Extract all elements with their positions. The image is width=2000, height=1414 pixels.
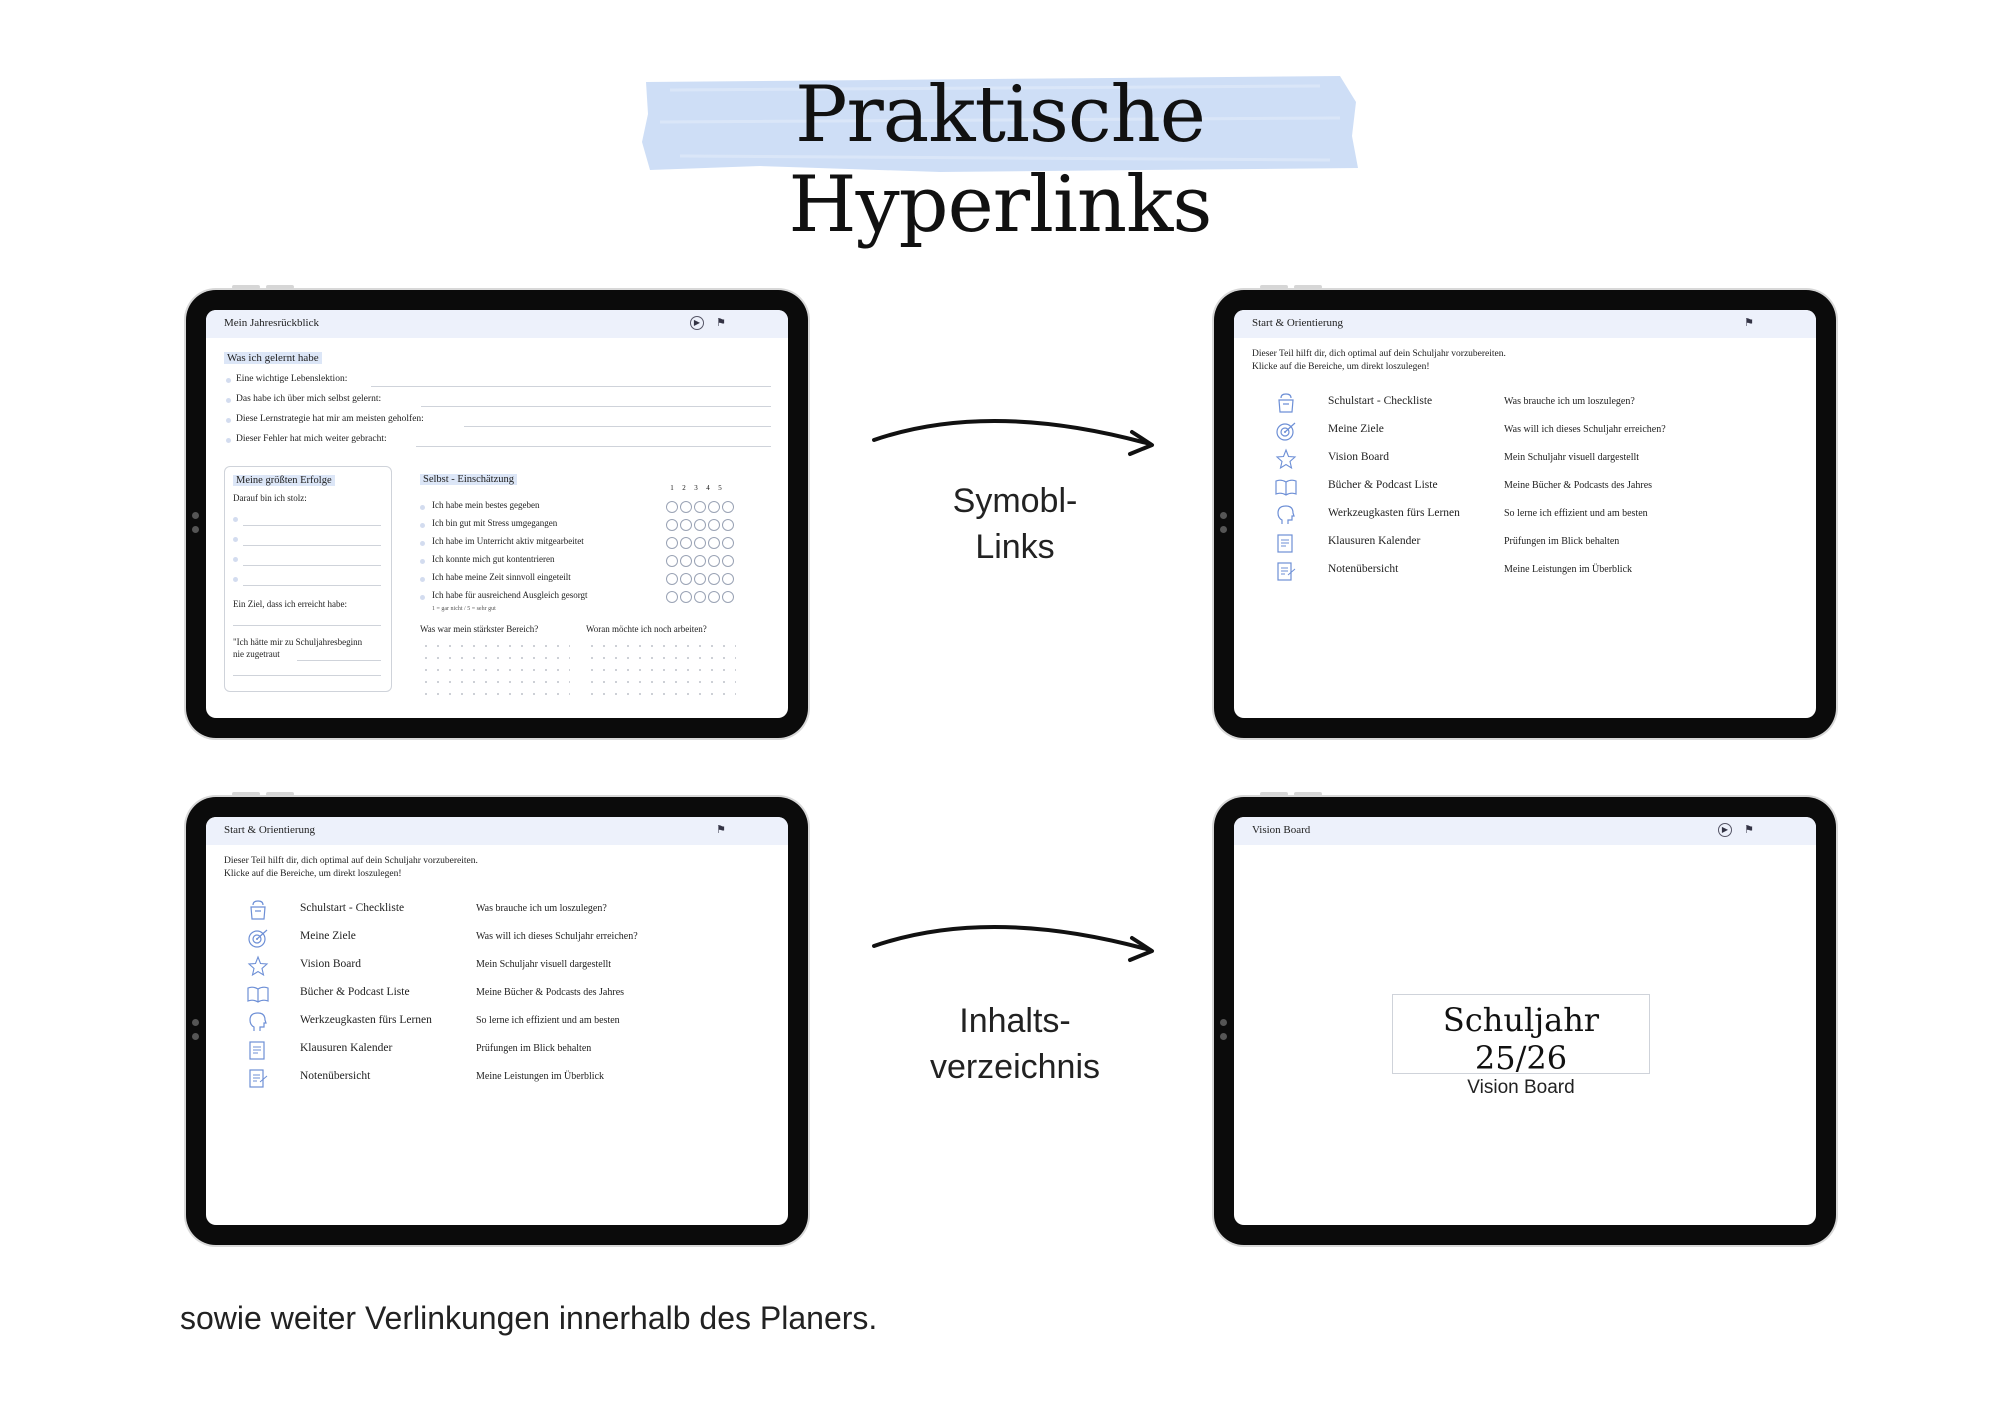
link-noten[interactable]: Notenübersicht Meine Leistungen im Überblick (1274, 558, 1794, 586)
head-icon (1274, 504, 1298, 526)
tablet-button (1294, 285, 1322, 289)
intro-line2: Klicke auf die Bereiche, um direkt loszulegen! (224, 869, 402, 879)
bullet (420, 505, 425, 510)
self-item: Ich habe im Unterricht aktiv mitgearbeitet (432, 536, 584, 546)
symbol-links-label: Symobl- Links (952, 482, 1078, 566)
bullet (226, 418, 231, 423)
tablet-screen (1234, 817, 1816, 1225)
backpack-icon (246, 899, 270, 921)
header-bar (206, 310, 788, 338)
tablet-start-bottom (186, 797, 808, 1245)
head-icon (246, 1011, 270, 1033)
star-icon (1274, 448, 1298, 470)
header-bar (206, 817, 788, 845)
bullet (420, 523, 425, 528)
arrow-right-icon (870, 916, 1160, 986)
input-line[interactable] (243, 565, 381, 566)
camera-dot (1220, 1019, 1227, 1026)
learned-item: Diese Lernstrategie hat mir am meisten geholfen: (236, 414, 424, 424)
vision-card[interactable] (1392, 994, 1650, 1098)
flag-icon[interactable]: ⚑ (1744, 824, 1754, 836)
self-item: Ich habe mein bestes gegeben (432, 500, 540, 510)
tablet-screen (206, 310, 788, 718)
header-bar (1234, 310, 1816, 338)
goal-label: Ein Ziel, dass ich erreicht habe: (233, 599, 347, 609)
proud-label: Darauf bin ich stolz: (233, 493, 307, 503)
input-line[interactable] (233, 625, 381, 626)
camera-dot (192, 1019, 199, 1026)
input-line[interactable] (371, 386, 771, 387)
tablet-button (1260, 285, 1288, 289)
bullet (420, 541, 425, 546)
rating-circles[interactable] (666, 554, 736, 572)
quote-line2: nie zugetraut (233, 649, 280, 659)
intro-text (1252, 348, 1506, 374)
rating-circles[interactable] (666, 500, 736, 518)
link-vision-board[interactable]: Vision Board Mein Schuljahr visuell dargestellt (246, 953, 766, 981)
success-box (224, 466, 392, 692)
intro-line1: Dieser Teil hilft dir, dich optimal auf dein Schuljahr vorzubereiten. (1252, 349, 1506, 359)
header-title: Start & Orientierung (1252, 317, 1344, 329)
bullet (420, 559, 425, 564)
target-icon (1274, 420, 1298, 442)
tablet-vision (1214, 797, 1836, 1245)
play-icon[interactable]: ▶ (690, 316, 704, 330)
input-line[interactable] (416, 446, 771, 447)
rating-circles[interactable] (666, 572, 736, 590)
intro-line1: Dieser Teil hilft dir, dich optimal auf dein Schuljahr vorzubereiten. (224, 856, 478, 866)
calendar-icon (246, 1039, 270, 1061)
link-werkzeugkasten[interactable]: Werkzeugkasten fürs Lernen So lerne ich effizient und am besten (1274, 502, 1794, 530)
flag-icon[interactable]: ⚑ (716, 824, 726, 836)
bullet (226, 398, 231, 403)
link-vision-board[interactable]: Vision Board Mein Schuljahr visuell dargestellt (1274, 446, 1794, 474)
learned-item: Das habe ich über mich selbst gelernt: (236, 394, 382, 404)
flag-icon[interactable]: ⚑ (1744, 317, 1754, 329)
input-line[interactable] (464, 426, 771, 427)
scale-note: 1 = gar nicht / 5 = sehr gut (432, 606, 496, 612)
tablet-button (1260, 792, 1288, 796)
camera-dot (192, 526, 199, 533)
calendar-icon (1274, 532, 1298, 554)
header-title: Start & Orientierung (224, 824, 316, 836)
self-item: Ich bin gut mit Stress umgegangen (432, 518, 558, 528)
link-klausuren[interactable]: Klausuren Kalender Prüfungen im Blick behalten (246, 1037, 766, 1065)
intro-line2: Klicke auf die Bereiche, um direkt loszulegen! (1252, 362, 1430, 372)
bullet (226, 438, 231, 443)
link-buecher[interactable]: Bücher & Podcast Liste Meine Bücher & Podcasts des Jahres (246, 981, 766, 1009)
camera-dot (1220, 526, 1227, 533)
tablet-button (1294, 792, 1322, 796)
link-noten[interactable]: Notenübersicht Meine Leistungen im Überblick (246, 1065, 766, 1093)
learned-item: Dieser Fehler hat mich weiter gebracht: (236, 434, 387, 444)
bullet (233, 577, 238, 582)
strongest-label: Was war mein stärkster Bereich? (420, 624, 539, 634)
book-icon (246, 983, 270, 1005)
rating-circles[interactable] (666, 536, 736, 554)
input-line[interactable] (233, 675, 381, 676)
header-bar (1234, 817, 1816, 845)
vision-card-subtitle: Vision Board (1467, 1077, 1575, 1098)
input-line[interactable] (421, 406, 771, 407)
tablet-button (266, 285, 294, 289)
tablet-screen (1234, 310, 1816, 718)
bullet (233, 517, 238, 522)
input-line[interactable] (297, 660, 381, 661)
input-line[interactable] (243, 585, 381, 586)
tablet-start-top (1214, 290, 1836, 738)
link-schulstart[interactable]: Schulstart - Checkliste Was brauche ich um loszulegen? (1274, 390, 1794, 418)
header-title: Vision Board (1252, 824, 1311, 836)
backpack-icon (1274, 392, 1298, 414)
improve-label: Woran möchte ich noch arbeiten? (586, 624, 707, 634)
link-klausuren[interactable]: Klausuren Kalender Prüfungen im Blick behalten (1274, 530, 1794, 558)
bullet (226, 378, 231, 383)
learned-heading: Was ich gelernt habe (224, 352, 322, 364)
self-item: Ich habe für ausreichend Ausgleich gesorgt (432, 590, 588, 600)
link-schulstart[interactable]: Schulstart - Checkliste Was brauche ich um loszulegen? (246, 897, 766, 925)
play-icon[interactable]: ▶ (1718, 823, 1732, 837)
dot-grid[interactable] (586, 640, 736, 700)
bullet (420, 577, 425, 582)
self-item: Ich konnte mich gut kontentrieren (432, 554, 555, 564)
tablet-screen (206, 817, 788, 1225)
link-buecher[interactable]: Bücher & Podcast Liste Meine Bücher & Podcasts des Jahres (1274, 474, 1794, 502)
book-icon (1274, 476, 1298, 498)
target-icon (246, 927, 270, 949)
learned-item: Eine wichtige Lebenslektion: (236, 374, 348, 384)
dot-grid[interactable] (420, 640, 570, 700)
link-werkzeugkasten[interactable]: Werkzeugkasten fürs Lernen So lerne ich effizient und am besten (246, 1009, 766, 1037)
self-item: Ich habe meine Zeit sinnvoll eingeteilt (432, 572, 571, 582)
tablet-review (186, 290, 808, 738)
grades-icon (1274, 560, 1298, 582)
quote-line1: "Ich hätte mir zu Schuljahresbeginn (233, 637, 363, 647)
self-heading: Selbst - Einschätzung (420, 474, 517, 485)
rating-circles[interactable] (666, 518, 736, 536)
link-ziele[interactable]: Meine Ziele Was will ich dieses Schuljahr erreichen? (1274, 418, 1794, 446)
footer-text: sowie weiter Verlinkungen innerhalb des Planers. (180, 1300, 878, 1336)
rating-scale: 1 2 3 4 5 (670, 484, 722, 492)
camera-dot (1220, 512, 1227, 519)
bullet (420, 595, 425, 600)
input-line[interactable] (243, 545, 381, 546)
page-title: Praktische Hyperlinks (788, 70, 1212, 250)
flag-icon[interactable]: ⚑ (716, 317, 726, 329)
success-heading: Meine größten Erfolge (233, 475, 335, 486)
camera-dot (192, 1033, 199, 1040)
intro-text (224, 855, 478, 881)
grades-icon (246, 1067, 270, 1089)
arrow-right-icon (870, 410, 1160, 480)
header-title: Mein Jahresrückblick (224, 317, 319, 329)
star-icon (246, 955, 270, 977)
camera-dot (1220, 1033, 1227, 1040)
rating-circles[interactable] (666, 590, 736, 608)
vision-card-title: Schuljahr 25/26 (1442, 1001, 1600, 1077)
title-block (620, 50, 1380, 250)
input-line[interactable] (243, 525, 381, 526)
table-of-contents-label: Inhalts- verzeichnis (929, 1002, 1101, 1086)
tablet-button (232, 285, 260, 289)
bullet (233, 537, 238, 542)
tablet-button (232, 792, 260, 796)
link-ziele[interactable]: Meine Ziele Was will ich dieses Schuljahr erreichen? (246, 925, 766, 953)
bullet (233, 557, 238, 562)
camera-dot (192, 512, 199, 519)
tablet-button (266, 792, 294, 796)
